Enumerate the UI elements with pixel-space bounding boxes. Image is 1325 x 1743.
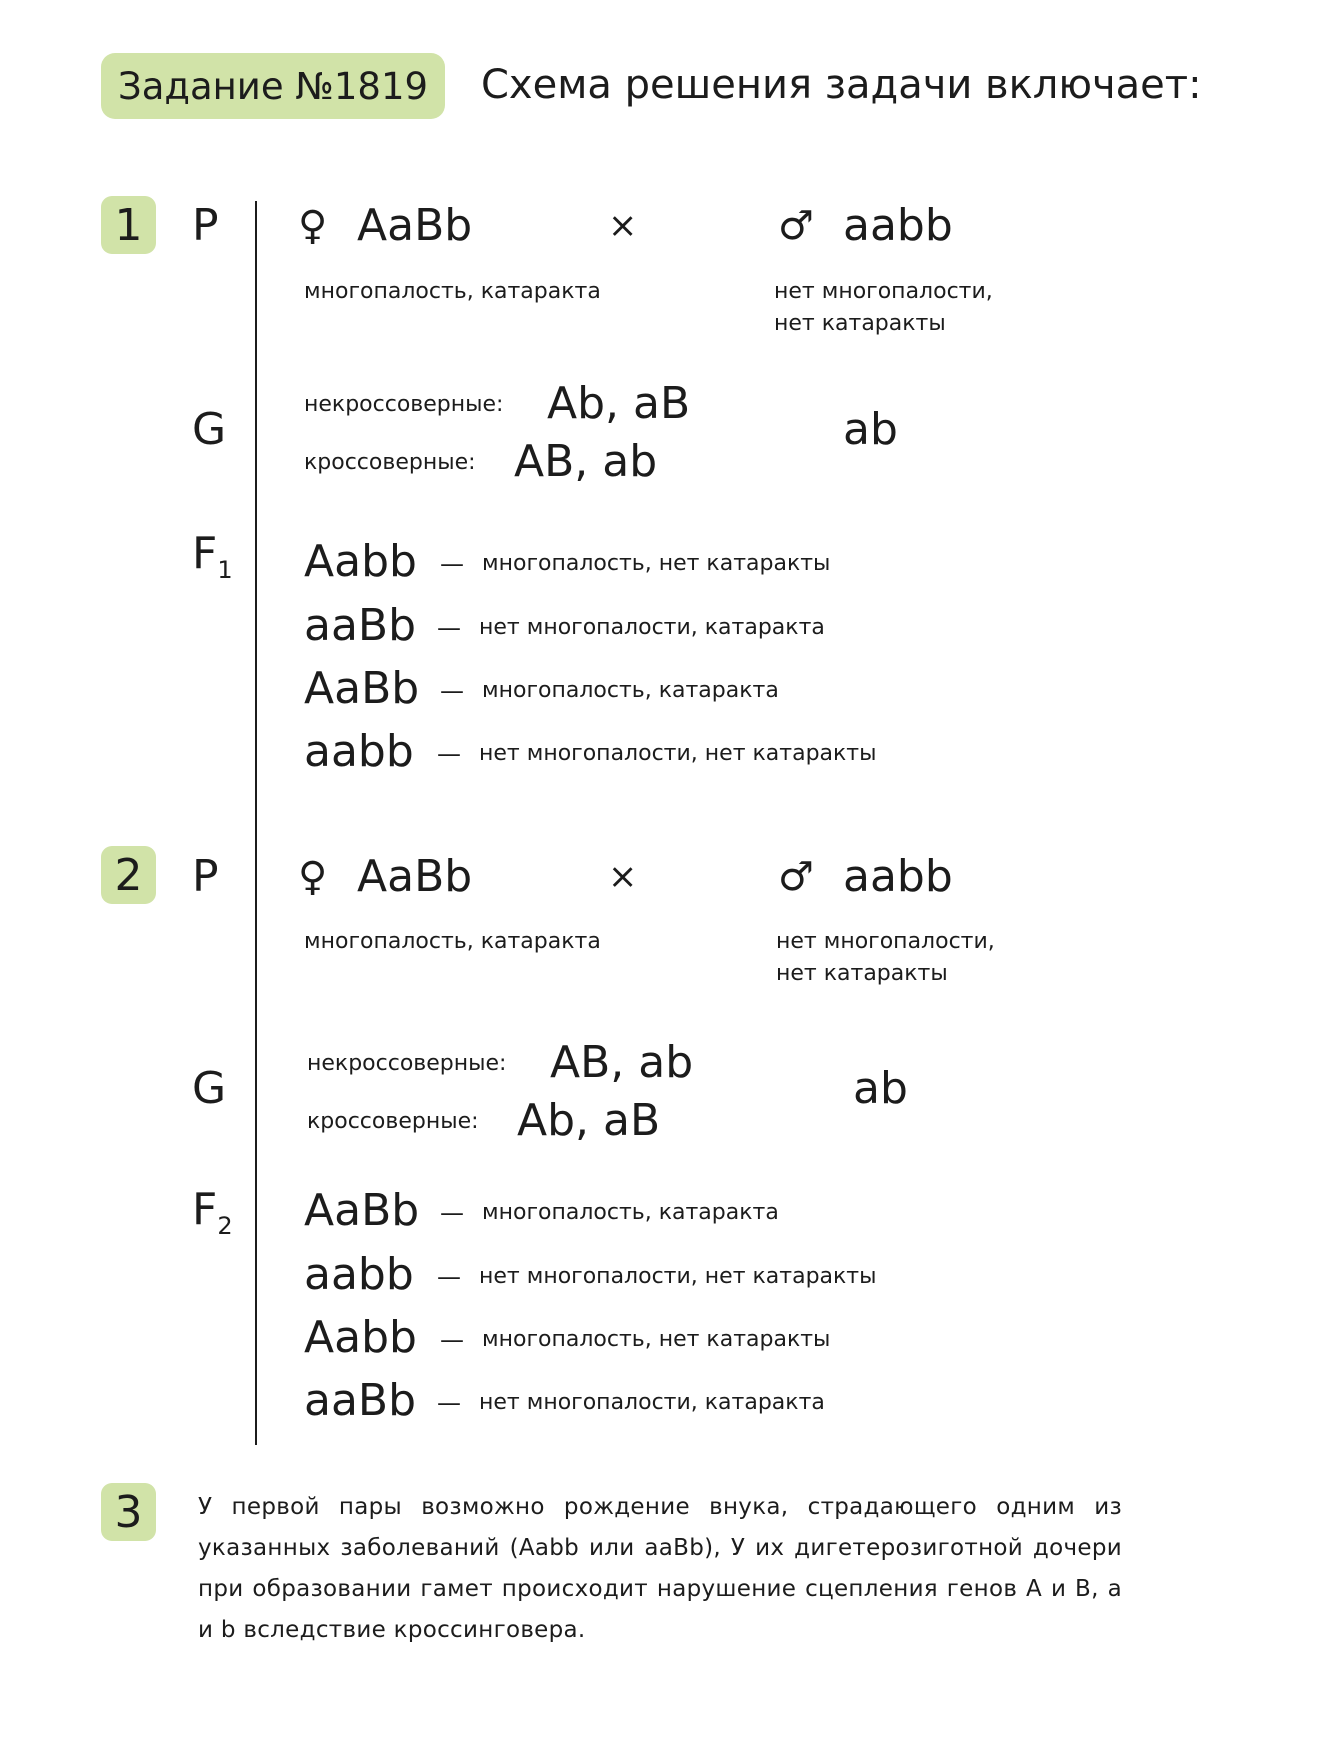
step-2-g-label: G — [192, 1063, 227, 1114]
step-1-f-sub: 1 — [217, 556, 233, 584]
offspring-genotype: AaBb — [304, 663, 420, 714]
vertical-divider — [255, 201, 257, 1445]
offspring-dash: — — [437, 614, 461, 642]
offspring-phenotype: многопалость, катаракта — [482, 1200, 779, 1225]
step-1-male-gamete: ab — [843, 404, 898, 455]
step-1-noncrossover-label: некроссоверные: — [304, 392, 504, 417]
offspring-dash: — — [437, 740, 461, 768]
offspring-genotype: Aabb — [304, 536, 417, 587]
offspring-dash: — — [437, 1263, 461, 1291]
offspring-phenotype: многопалость, нет катаракты — [482, 551, 831, 576]
step-2-crossover-gametes: Ab, aB — [517, 1095, 661, 1146]
step-3-badge: 3 — [101, 1483, 156, 1541]
step-2-f-label — [192, 1184, 233, 1240]
offspring-phenotype: нет многопалости, нет катаракты — [479, 1264, 877, 1289]
step-1-female-genotype: AaBb — [357, 200, 473, 251]
male-symbol-icon: ♂ — [778, 203, 814, 249]
offspring-dash: — — [440, 1199, 464, 1227]
step-2-female-phenotype: многопалость, катаракта — [304, 929, 601, 954]
step-2-male-gamete: ab — [853, 1063, 908, 1114]
cross-icon: × — [608, 857, 638, 897]
step-2-noncrossover-label: некроссоверные: — [307, 1051, 507, 1076]
step-1-noncrossover-gametes: Ab, aB — [547, 378, 691, 429]
female-symbol-icon: ♀ — [298, 854, 328, 900]
step-1-crossover-label: кроссоверные: — [304, 450, 476, 475]
offspring-phenotype: нет многопалости, катаракта — [479, 1390, 825, 1415]
step-2-f-sub: 2 — [217, 1212, 233, 1240]
offspring-genotype: aaBb — [304, 1375, 417, 1426]
offspring-genotype: aaBb — [304, 600, 417, 651]
offspring-phenotype: многопалость, катаракта — [482, 678, 779, 703]
offspring-phenotype: многопалость, нет катаракты — [482, 1327, 831, 1352]
offspring-genotype: Aabb — [304, 1312, 417, 1363]
step-1-g-label: G — [192, 404, 227, 455]
step-2-f-letter: F — [192, 1184, 218, 1235]
step-1-female-phenotype: многопалость, катаракта — [304, 279, 601, 304]
offspring-dash: — — [440, 677, 464, 705]
step-1-f-label — [192, 528, 233, 584]
offspring-dash: — — [440, 550, 464, 578]
step-1-male-genotype: aabb — [843, 200, 953, 251]
conclusion-text: У первой пары возможно рождение внука, страдающего одним из указанных заболеваний (Aabb или aaBb), У их дигетерозиготной дочери при образовании гамет происходит нарушение сцепления генов A и B, a и b вследствие кроссинговера. — [198, 1494, 1122, 1643]
offspring-genotype: AaBb — [304, 1185, 420, 1236]
offspring-phenotype: нет многопалости, катаракта — [479, 615, 825, 640]
offspring-dash: — — [440, 1326, 464, 1354]
offspring-genotype: aabb — [304, 726, 414, 777]
step-2-noncrossover-gametes: AB, ab — [550, 1037, 694, 1088]
offspring-phenotype: нет многопалости, нет катаракты — [479, 741, 877, 766]
page-title: Схема решения задачи включает: — [481, 62, 1202, 108]
step-2-male-genotype: aabb — [843, 851, 953, 902]
step-2-badge: 2 — [101, 846, 156, 904]
task-number-badge: Задание №1819 — [101, 53, 445, 119]
offspring-genotype: aabb — [304, 1249, 414, 1300]
cross-icon: × — [608, 206, 638, 246]
step-1-badge: 1 — [101, 196, 156, 254]
step-2-p-label: P — [192, 851, 219, 902]
step-1-p-label: P — [192, 200, 219, 251]
step-2-male-phenotype: нет многопалости, нет катаракты — [776, 929, 995, 986]
offspring-dash: — — [437, 1389, 461, 1417]
male-symbol-icon: ♂ — [778, 854, 814, 900]
step-1-male-phenotype: нет многопалости, нет катаракты — [774, 279, 993, 336]
step-1-f-letter: F — [192, 528, 218, 579]
female-symbol-icon: ♀ — [298, 203, 328, 249]
step-1-crossover-gametes: AB, ab — [514, 436, 658, 487]
step-2-female-genotype: AaBb — [357, 851, 473, 902]
step-2-crossover-label: кроссоверные: — [307, 1109, 479, 1134]
